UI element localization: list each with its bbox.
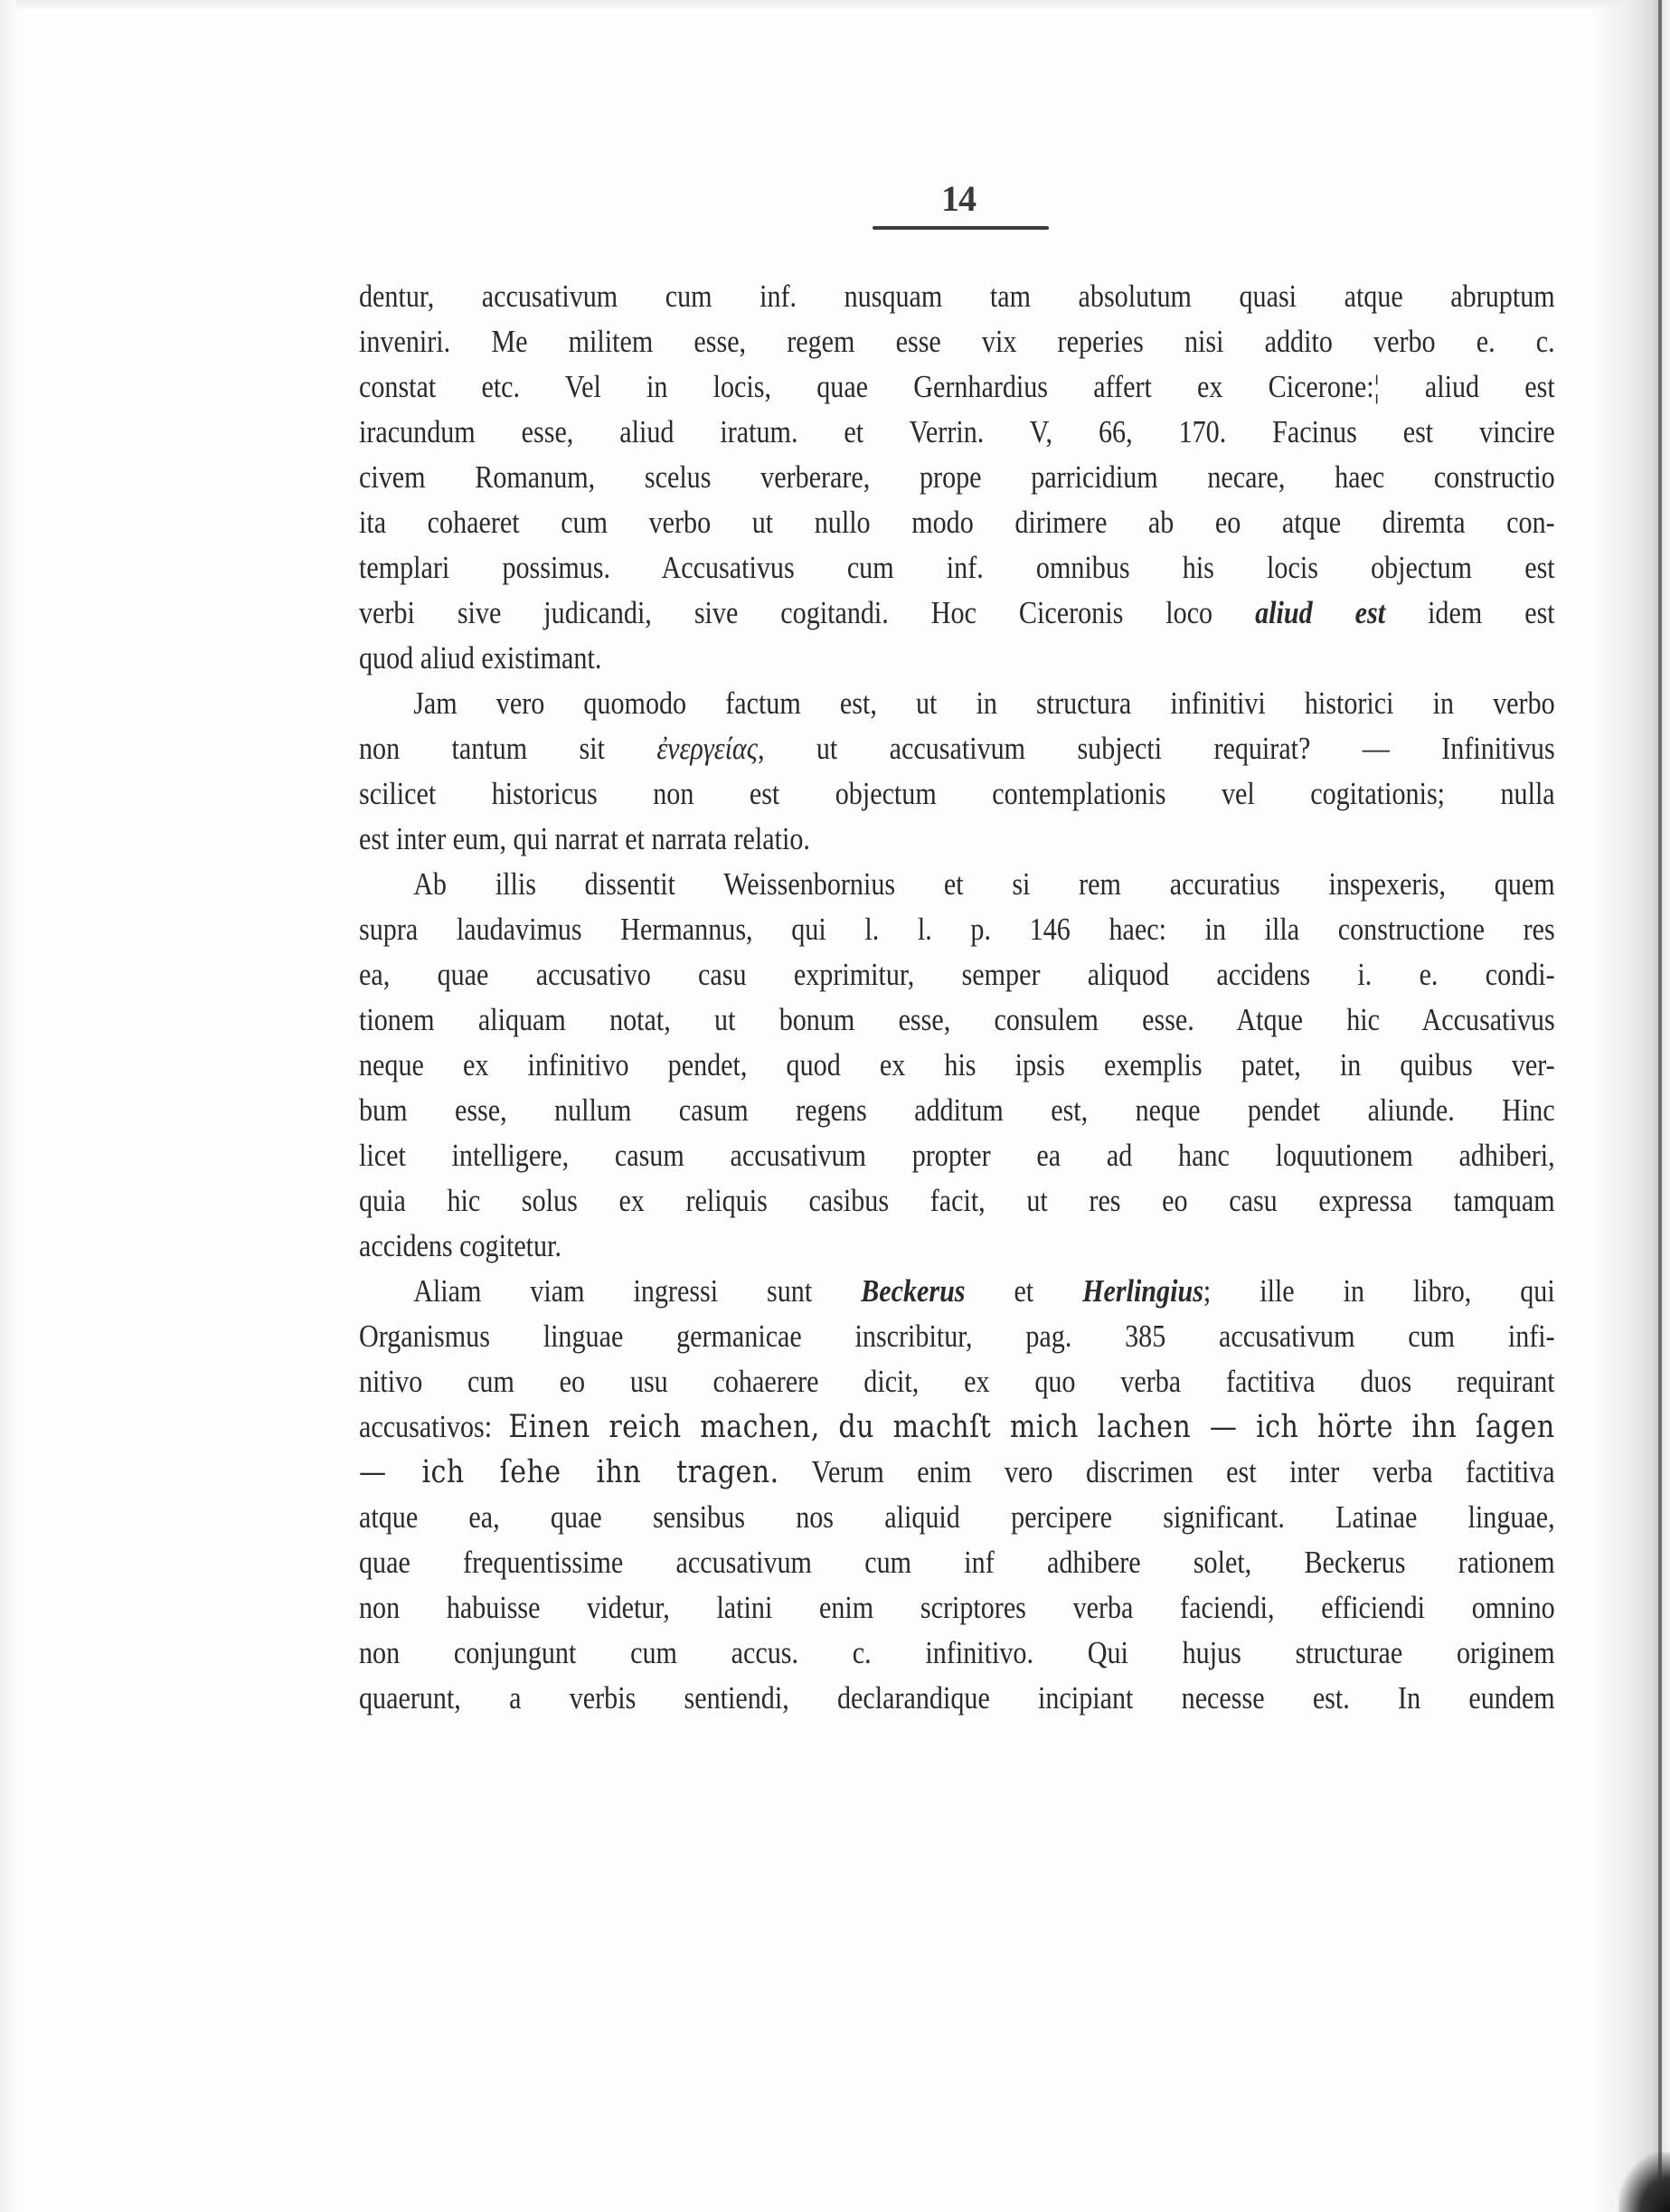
text-line [359,274,1555,319]
text-line [359,1088,1555,1133]
text-segment: licet intelligere, casum accusativum propter ea ad hanc loquutionem adhiberi, [359,1138,1555,1173]
text-line [359,862,1555,907]
text-segment: tionem aliquam notat, ut bonum esse, consulem esse. Atque hic Accusativus [359,1002,1555,1037]
next-page-edge [1662,0,1670,2212]
text-segment: constat etc. Vel in locis, quae Gernhardius affert ex Cicerone:¦ aliud est [359,369,1555,404]
text-line [359,1269,1555,1314]
text-line [359,952,1555,997]
text-segment: accidens cogitetur. [359,1228,561,1263]
text-segment: civem Romanum, scelus verberare, prope parricidium necare, haec constructio [359,459,1555,495]
text-segment: quae frequentissime accusativum cum inf adhibere solet, Beckerus rationem [359,1545,1555,1580]
text-segment: et [965,1273,1083,1309]
text-segment: non tantum sit [359,731,657,766]
page-left-edge [0,0,16,2212]
text-segment: inveniri. Me militem esse, regem esse vix reperies nisi addito verbo e. c. [359,324,1555,359]
text-line [359,1178,1555,1224]
text-line [359,410,1555,455]
text-line [359,997,1555,1043]
text-segment: atque ea, quae sensibus nos aliquid percipere significant. Latinae linguae, [359,1499,1555,1535]
emphasis-text: Herlingius [1082,1273,1203,1309]
emphasis-text: aliud est [1255,595,1386,630]
text-line [359,500,1555,545]
text-line [359,1359,1555,1404]
text-segment: iracundum esse, aliud iratum. et Verrin. V, 66, 170. Facinus est vincire [359,414,1555,449]
spine-shadow [1591,0,1660,2212]
text-segment: Ab illis dissentit Weissenbornius et si rem accuratius inspexeris, quem [413,866,1555,902]
text-line [359,591,1555,636]
text-line [359,771,1555,817]
text-line [359,1631,1555,1676]
text-segment: , ut accusativum subjecti requirat? — Infinitivus [757,731,1555,766]
text-segment: supra laudavimus Hermannus, qui l. l. p. 146 haec: in illa constructione res [359,912,1555,947]
text-line [359,907,1555,952]
text-line [359,1585,1555,1631]
text-segment: ; ille in libro, qui [1203,1273,1555,1309]
text-segment: quod aliud existimant. [359,640,602,676]
text-line [359,1404,1555,1450]
text-segment: Aliam viam ingressi sunt [413,1273,862,1309]
text-line [359,319,1555,364]
body-text [359,274,1555,1721]
text-line [359,817,1555,862]
text-line [359,455,1555,500]
page-number: 14 [941,178,976,219]
text-line [359,726,1555,771]
page-corner-shadow [1618,2152,1670,2212]
text-segment: Organismus linguae germanicae inscribitur, pag. 385 accusativum cum infi- [359,1319,1555,1354]
text-line [359,1450,1555,1495]
text-segment: bum esse, nullum casum regens additum est, neque pendet aliunde. Hinc [359,1092,1555,1128]
greek-word: ἐνεργείας [656,731,758,766]
text-segment: quia hic solus ex reliquis casibus facit, ut res eo casu expressa tamquam [359,1183,1555,1218]
text-line [359,545,1555,591]
fraktur-text: — ich ſehe ihn tragen. [359,1454,779,1490]
text-segment: non habuisse videtur, latini enim scriptores verba faciendi, efficiendi omnino [359,1590,1555,1625]
page-top-edge [0,0,1670,11]
text-segment: est inter eum, qui narrat et narrata relatio. [359,821,810,856]
text-line [359,1224,1555,1269]
text-line [359,1540,1555,1585]
text-segment: Verum enim vero discrimen est inter verba factitiva [778,1454,1555,1489]
text-segment: Jam vero quomodo factum est, ut in structura infinitivi historici in verbo [413,685,1555,721]
text-segment: scilicet historicus non est objectum contemplationis vel cogitationis; nulla [359,776,1555,811]
text-segment: quaerunt, a verbis sentiendi, declarandique incipiant necesse est. In eundem [359,1680,1555,1716]
text-segment: neque ex infinitivo pendet, quod ex his ipsis exemplis patet, in quibus ver- [359,1047,1555,1082]
text-line [359,1043,1555,1088]
text-line [359,1676,1555,1721]
text-line [359,1495,1555,1540]
text-line [359,636,1555,681]
text-segment: non conjungunt cum accus. c. infinitivo. Qui hujus structurae originem [359,1635,1555,1670]
text-segment: accusativos: [359,1409,509,1444]
fraktur-text: Einen reich machen, du machſt mich lachen — ich hörte ihn ſagen [508,1409,1555,1445]
text-segment: ea, quae accusativo casu exprimitur, semper aliquod accidens i. e. condi- [359,957,1555,992]
text-line [359,1314,1555,1359]
text-line [359,1133,1555,1178]
text-line [359,364,1555,410]
text-segment: templari possimus. Accusativus cum inf. omnibus his locis objectum est [359,550,1555,585]
emphasis-text: Beckerus [861,1273,966,1309]
text-segment: nitivo cum eo usu cohaerere dicit, ex quo verba factitiva duos requirant [359,1364,1555,1399]
header-rule [873,226,1049,230]
text-segment: verbi sive judicandi, sive cogitandi. Hoc Ciceronis loco [359,595,1256,630]
text-segment: idem est [1385,595,1555,630]
text-segment: dentur, accusativum cum inf. nusquam tam absolutum quasi atque abruptum [359,279,1555,314]
text-line [359,681,1555,726]
text-segment: ita cohaeret cum verbo ut nullo modo dirimere ab eo atque diremta con- [359,505,1555,540]
